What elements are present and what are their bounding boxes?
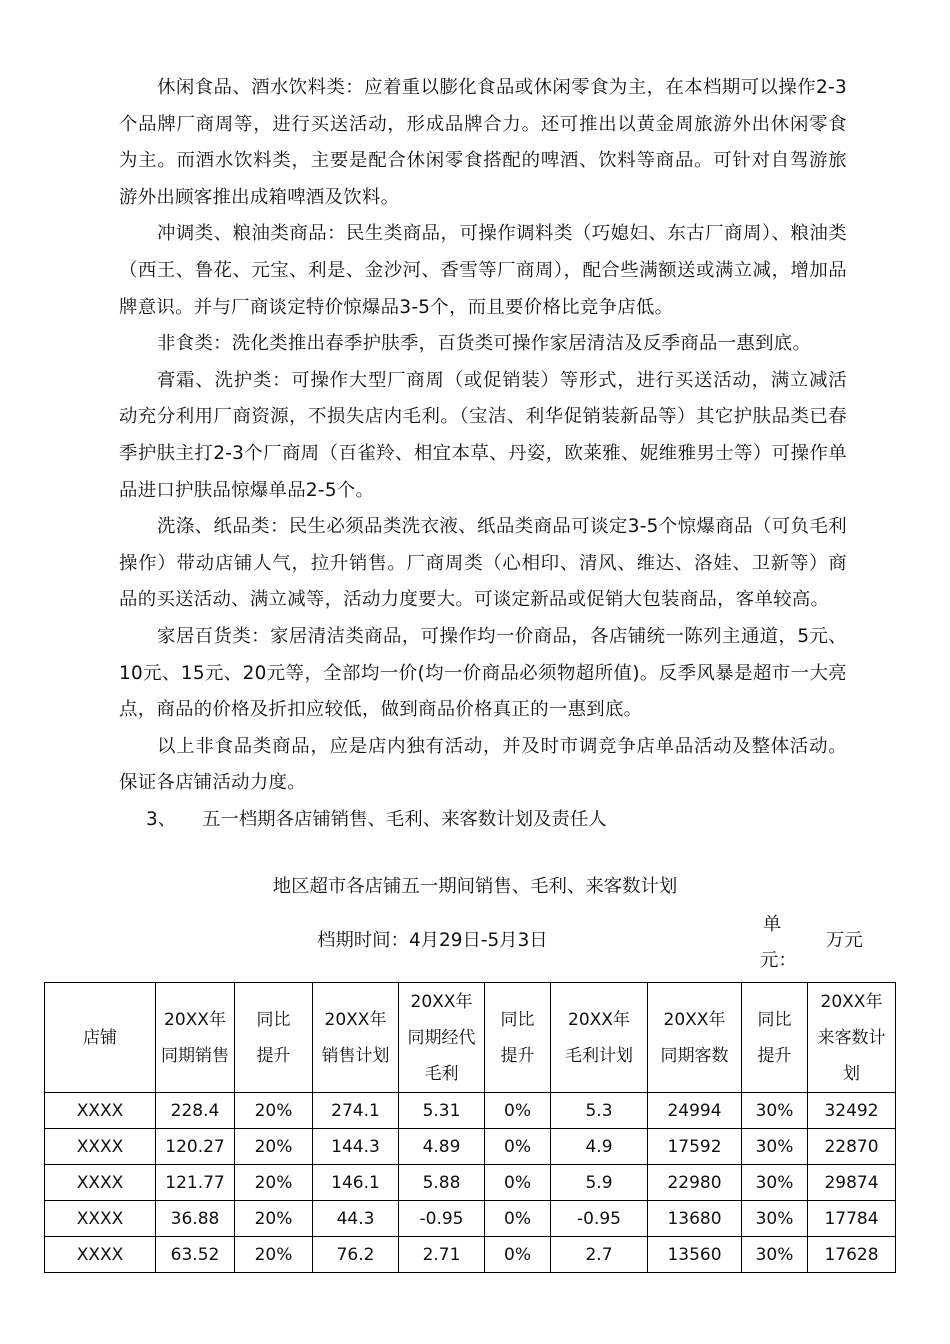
header-cell: 20XX年来客数计划 [808, 983, 896, 1093]
table-body [45, 1093, 896, 1273]
header-cell: 同比提升 [742, 983, 808, 1093]
table-cell: 30% [742, 1237, 808, 1273]
table-cell: 30% [742, 1093, 808, 1129]
table-cell: XXXX [45, 1129, 156, 1165]
table-cell: 5.9 [551, 1165, 648, 1201]
table-cell: 228.4 [156, 1093, 235, 1129]
table-row [45, 1165, 896, 1201]
table-cell: XXXX [45, 1201, 156, 1237]
header-cell: 20XX年同期经代毛利 [399, 983, 485, 1093]
table-cell: 22870 [808, 1129, 896, 1165]
table-cell: 36.88 [156, 1201, 235, 1237]
table-cell: -0.95 [399, 1201, 485, 1237]
table-cell: XXXX [45, 1093, 156, 1129]
paragraph-household: 家居百货类：家居清洁类商品，可操作均一价商品，各店铺统一陈列主通道，5元、10元、15元、20元等，全部均一价(均一价商品必须物超所值)。反季风暴是超市一大亮点，商品的价格及折扣应较低，做到商品价格真正的一惠到底。 [119, 625, 847, 721]
table-cell: 20% [235, 1093, 313, 1129]
table-cell: 5.31 [399, 1093, 485, 1129]
section-number: 3、 [146, 808, 177, 830]
table-cell: 5.3 [551, 1093, 648, 1129]
table-cell: 44.3 [313, 1201, 399, 1237]
table-cell: 146.1 [313, 1165, 399, 1201]
table-cell: 20% [235, 1237, 313, 1273]
table-row [45, 1201, 896, 1237]
table-cell: 2.71 [399, 1237, 485, 1273]
table-cell: 0% [485, 1165, 551, 1201]
unit-value: 万元 [826, 930, 863, 951]
table-cell: 17592 [648, 1129, 742, 1165]
section-heading [119, 802, 847, 839]
paragraph-detergent-paper: 洗涤、纸品类：民生必须品类洗衣液、纸品类商品可谈定3-5个惊爆商品（可负毛利操作）带动店铺人气，拉升销售。厂商周类（心相印、清风、维达、洛娃、卫新等）商品的买送活动、满立减等，活动力度要大。可谈定新品或促销大包装商品，客单较高。 [119, 516, 847, 611]
paragraph-summary: 以上非食品类商品，应是店内独有活动，并及时市调竞争店单品活动及整体活动。保证各店铺活动力度。 [119, 735, 847, 794]
table-cell: 120.27 [156, 1129, 235, 1165]
table-cell: 24994 [648, 1093, 742, 1129]
table-cell: 22980 [648, 1165, 742, 1201]
period-label: 档期时间：4月29日-5月3日 [317, 930, 548, 951]
header-cell: 店铺 [45, 983, 156, 1093]
table-cell: 32492 [808, 1093, 896, 1129]
table-cell: 30% [742, 1129, 808, 1165]
table-cell: -0.95 [551, 1201, 648, 1237]
section-title: 五一档期各店铺销售、毛利、来客数计划及责任人 [202, 808, 607, 830]
header-cell: 20XX年同期客数 [648, 983, 742, 1093]
table-cell: 4.9 [551, 1129, 648, 1165]
header-cell: 同比提升 [235, 983, 313, 1093]
table-cell: 20% [235, 1129, 313, 1165]
table-cell: 30% [742, 1201, 808, 1237]
table-cell: 76.2 [313, 1237, 399, 1273]
table-cell: 2.7 [551, 1237, 648, 1273]
table-cell: 121.77 [156, 1165, 235, 1201]
table-cell: 20% [235, 1201, 313, 1237]
paragraph-grain-oil: 冲调类、粮油类商品：民生类商品，可操作调料类（巧媳妇、东古厂商周）、粮油类（西王、鲁花、元宝、利是、金沙河、香雪等厂商周），配合些满额送或满立减，增加品牌意识。并与厂商谈定特价惊爆品3-5个，而且要价格比竞争店低。 [119, 223, 847, 318]
table-cell: 29874 [808, 1165, 896, 1201]
table-cell: 17628 [808, 1237, 896, 1273]
table-cell: 63.52 [156, 1237, 235, 1273]
table-cell: 5.88 [399, 1165, 485, 1201]
table-cell: XXXX [45, 1237, 156, 1273]
table-cell: 0% [485, 1201, 551, 1237]
unit-label: 单元： [760, 914, 797, 971]
table-cell: 30% [742, 1165, 808, 1201]
table-cell: XXXX [45, 1165, 156, 1201]
table-cell: 274.1 [313, 1093, 399, 1129]
table-cell: 0% [485, 1237, 551, 1273]
body-text [119, 70, 847, 838]
header-cell: 20XX年同期销售 [156, 983, 235, 1093]
table-row [45, 1129, 896, 1165]
paragraph-skincare: 膏霜、洗护类：可操作大型厂商周（或促销装）等形式，进行买送活动，满立减活动充分利用厂商资源，不损失店内毛利。（宝洁、利华促销装新品等）其它护肤品类已春季护肤主打2-3个厂商周（百雀羚、相宜本草、丹姿，欧莱雅、妮维雅男士等）可操作单品进口护肤品惊爆单品2-5个。 [119, 369, 847, 501]
table-cell: 4.89 [399, 1129, 485, 1165]
table-cell: 17784 [808, 1201, 896, 1237]
table-cell: 144.3 [313, 1129, 399, 1165]
table-row [45, 1093, 896, 1129]
header-cell: 20XX年毛利计划 [551, 983, 648, 1093]
table-header-row [45, 983, 896, 1093]
table-cell: 13560 [648, 1237, 742, 1273]
table-title: 地区超市各店铺五一期间销售、毛利、来客数计划 [272, 876, 678, 897]
header-cell: 20XX年销售计划 [313, 983, 399, 1093]
paragraph-snacks-beverages: 休闲食品、酒水饮料类：应着重以膨化食品或休闲零食为主，在本档期可以操作2-3个品牌厂商周等，进行买送活动，形成品牌合力。还可推出以黄金周旅游外出休闲零食为主。而酒水饮料类，主要是配合休闲零食搭配的啤酒、饮料等商品。可针对自驾游旅游外出顾客推出成箱啤酒及饮料。 [119, 77, 847, 208]
sales-plan-table [44, 982, 896, 1273]
table-cell: 13680 [648, 1201, 742, 1237]
table-row [45, 1237, 896, 1273]
table-cell: 20% [235, 1165, 313, 1201]
header-cell: 同比提升 [485, 983, 551, 1093]
table-cell: 0% [485, 1093, 551, 1129]
paragraph-non-food: 非食类：洗化类推出春季护肤季，百货类可操作家居清洁及反季商品一惠到底。 [157, 333, 812, 355]
table-cell: 0% [485, 1129, 551, 1165]
